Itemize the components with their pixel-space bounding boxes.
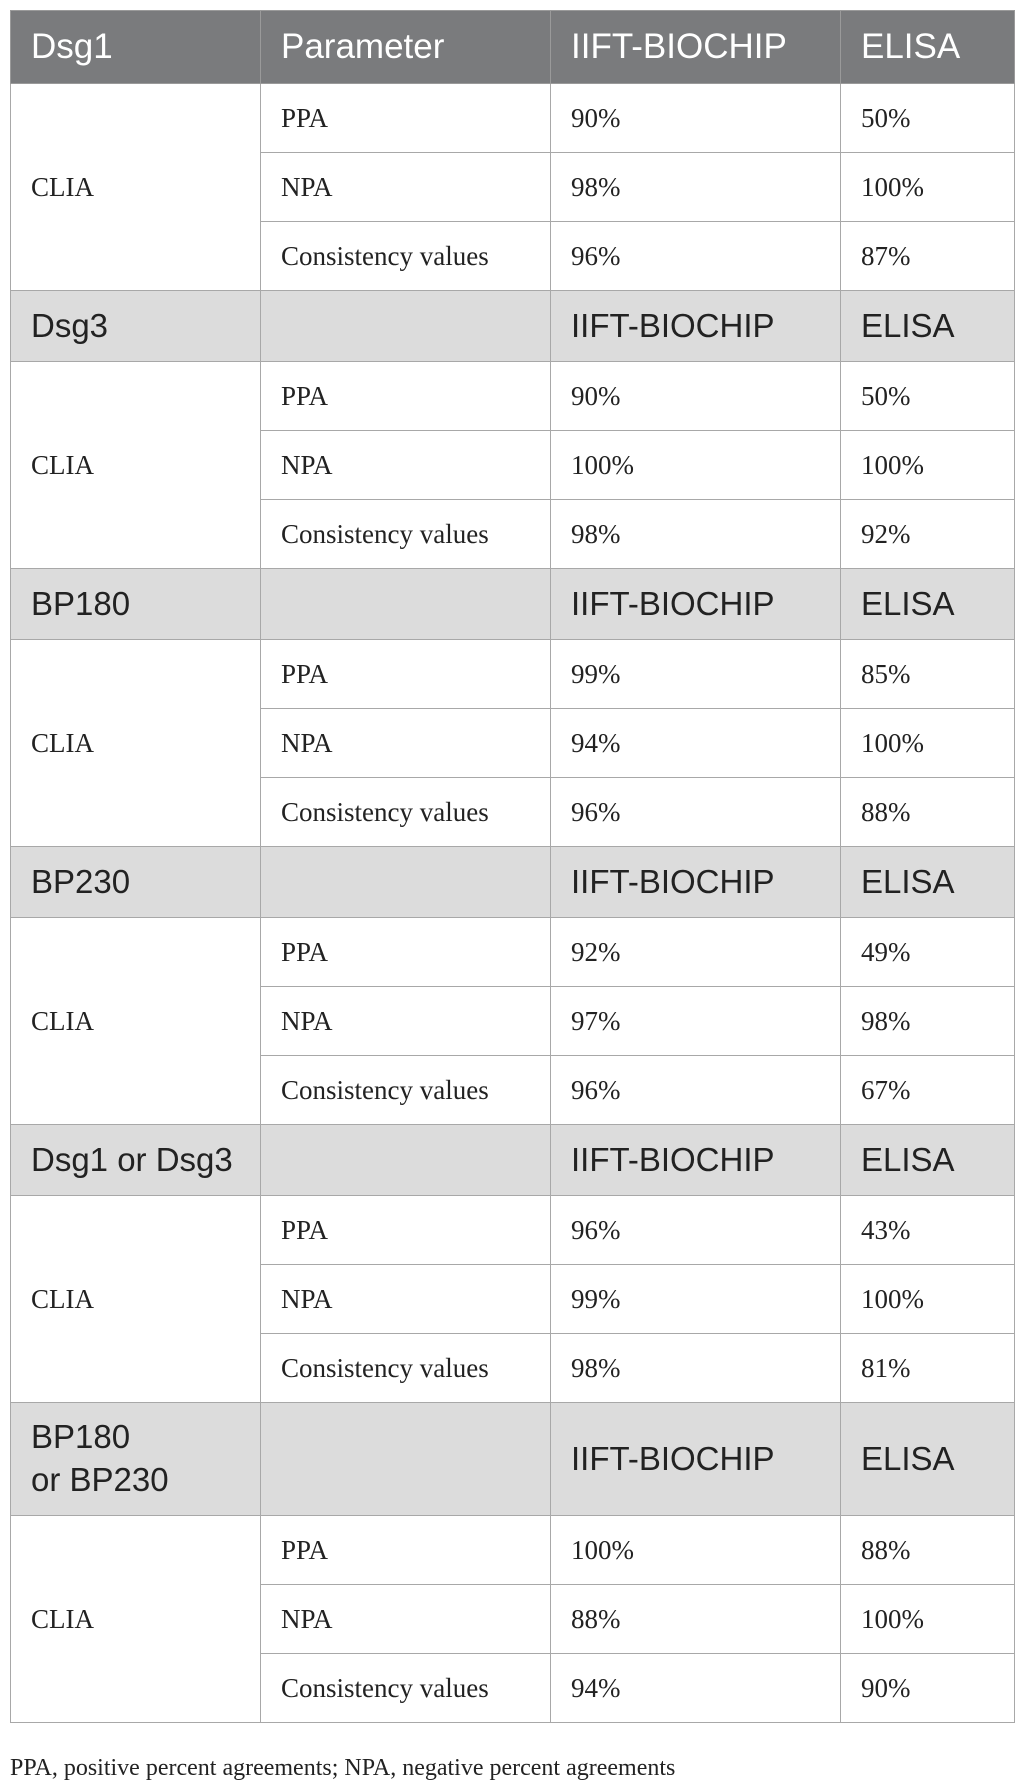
iift-value-cell: 94% [551, 709, 841, 778]
parameter-cell: Consistency values [261, 1654, 551, 1723]
method-cell: CLIA [11, 640, 261, 847]
elisa-value-cell: 100% [841, 431, 1015, 500]
iift-value-cell: 88% [551, 1585, 841, 1654]
elisa-value-cell: 100% [841, 709, 1015, 778]
parameter-cell: PPA [261, 362, 551, 431]
elisa-value-cell: 43% [841, 1196, 1015, 1265]
elisa-value-cell: 100% [841, 1265, 1015, 1334]
section-row-dsg3 [11, 291, 1015, 362]
section-parameter [261, 847, 551, 918]
parameter-cell: PPA [261, 1516, 551, 1585]
section-elisa-header: ELISA [841, 1403, 1015, 1516]
iift-value-cell: 99% [551, 1265, 841, 1334]
table-footnote: PPA, positive percent agreements; NPA, negative percent agreements [10, 1755, 676, 1781]
method-cell: CLIA [11, 918, 261, 1125]
elisa-value-cell: 88% [841, 1516, 1015, 1585]
header-antigen: Dsg1 [11, 11, 261, 84]
table-row [11, 640, 1015, 709]
elisa-value-cell: 87% [841, 222, 1015, 291]
method-cell: CLIA [11, 84, 261, 291]
elisa-value-cell: 92% [841, 500, 1015, 569]
header-parameter: Parameter [261, 11, 551, 84]
parameter-cell: NPA [261, 153, 551, 222]
section-row-bp230 [11, 847, 1015, 918]
section-label: Dsg1 or Dsg3 [11, 1125, 261, 1196]
section-parameter [261, 291, 551, 362]
parameter-cell: Consistency values [261, 1056, 551, 1125]
parameter-cell: NPA [261, 1585, 551, 1654]
iift-value-cell: 96% [551, 222, 841, 291]
iift-value-cell: 98% [551, 153, 841, 222]
agreement-table-container [10, 10, 1014, 1723]
section-parameter [261, 569, 551, 640]
section-elisa-header: ELISA [841, 847, 1015, 918]
iift-value-cell: 98% [551, 1334, 841, 1403]
table-header-row [11, 11, 1015, 84]
table-row [11, 1196, 1015, 1265]
iift-value-cell: 96% [551, 778, 841, 847]
iift-value-cell: 100% [551, 1516, 841, 1585]
table-row [11, 1516, 1015, 1585]
parameter-cell: Consistency values [261, 1334, 551, 1403]
iift-value-cell: 94% [551, 1654, 841, 1723]
section-row-bp180-or-bp230 [11, 1403, 1015, 1516]
iift-value-cell: 100% [551, 431, 841, 500]
parameter-cell: NPA [261, 709, 551, 778]
section-iift-header: IIFT-BIOCHIP [551, 1125, 841, 1196]
elisa-value-cell: 98% [841, 987, 1015, 1056]
iift-value-cell: 98% [551, 500, 841, 569]
parameter-cell: PPA [261, 640, 551, 709]
elisa-value-cell: 88% [841, 778, 1015, 847]
section-parameter [261, 1125, 551, 1196]
header-iift-biochip: IIFT-BIOCHIP [551, 11, 841, 84]
section-label: BP180 or BP230 [11, 1403, 261, 1516]
iift-value-cell: 96% [551, 1056, 841, 1125]
method-cell: CLIA [11, 1196, 261, 1403]
elisa-value-cell: 100% [841, 153, 1015, 222]
parameter-cell: NPA [261, 1265, 551, 1334]
table-row [11, 84, 1015, 153]
method-cell: CLIA [11, 362, 261, 569]
elisa-value-cell: 100% [841, 1585, 1015, 1654]
iift-value-cell: 96% [551, 1196, 841, 1265]
elisa-value-cell: 67% [841, 1056, 1015, 1125]
section-iift-header: IIFT-BIOCHIP [551, 569, 841, 640]
section-label: BP180 [11, 569, 261, 640]
parameter-cell: NPA [261, 431, 551, 500]
header-elisa: ELISA [841, 11, 1015, 84]
method-cell: CLIA [11, 1516, 261, 1723]
parameter-cell: PPA [261, 918, 551, 987]
table-row [11, 362, 1015, 431]
iift-value-cell: 97% [551, 987, 841, 1056]
parameter-cell: PPA [261, 1196, 551, 1265]
iift-value-cell: 92% [551, 918, 841, 987]
iift-value-cell: 90% [551, 362, 841, 431]
elisa-value-cell: 49% [841, 918, 1015, 987]
iift-value-cell: 90% [551, 84, 841, 153]
parameter-cell: Consistency values [261, 500, 551, 569]
section-row-dsg1-or-dsg3 [11, 1125, 1015, 1196]
section-label: Dsg3 [11, 291, 261, 362]
iift-value-cell: 99% [551, 640, 841, 709]
elisa-value-cell: 90% [841, 1654, 1015, 1723]
elisa-value-cell: 85% [841, 640, 1015, 709]
section-elisa-header: ELISA [841, 291, 1015, 362]
section-parameter [261, 1403, 551, 1516]
section-elisa-header: ELISA [841, 1125, 1015, 1196]
agreement-table [10, 10, 1015, 1723]
section-elisa-header: ELISA [841, 569, 1015, 640]
section-iift-header: IIFT-BIOCHIP [551, 291, 841, 362]
section-iift-header: IIFT-BIOCHIP [551, 847, 841, 918]
section-iift-header: IIFT-BIOCHIP [551, 1403, 841, 1516]
elisa-value-cell: 81% [841, 1334, 1015, 1403]
parameter-cell: PPA [261, 84, 551, 153]
parameter-cell: NPA [261, 987, 551, 1056]
section-row-bp180 [11, 569, 1015, 640]
elisa-value-cell: 50% [841, 362, 1015, 431]
section-label: BP230 [11, 847, 261, 918]
table-row [11, 918, 1015, 987]
parameter-cell: Consistency values [261, 778, 551, 847]
elisa-value-cell: 50% [841, 84, 1015, 153]
parameter-cell: Consistency values [261, 222, 551, 291]
